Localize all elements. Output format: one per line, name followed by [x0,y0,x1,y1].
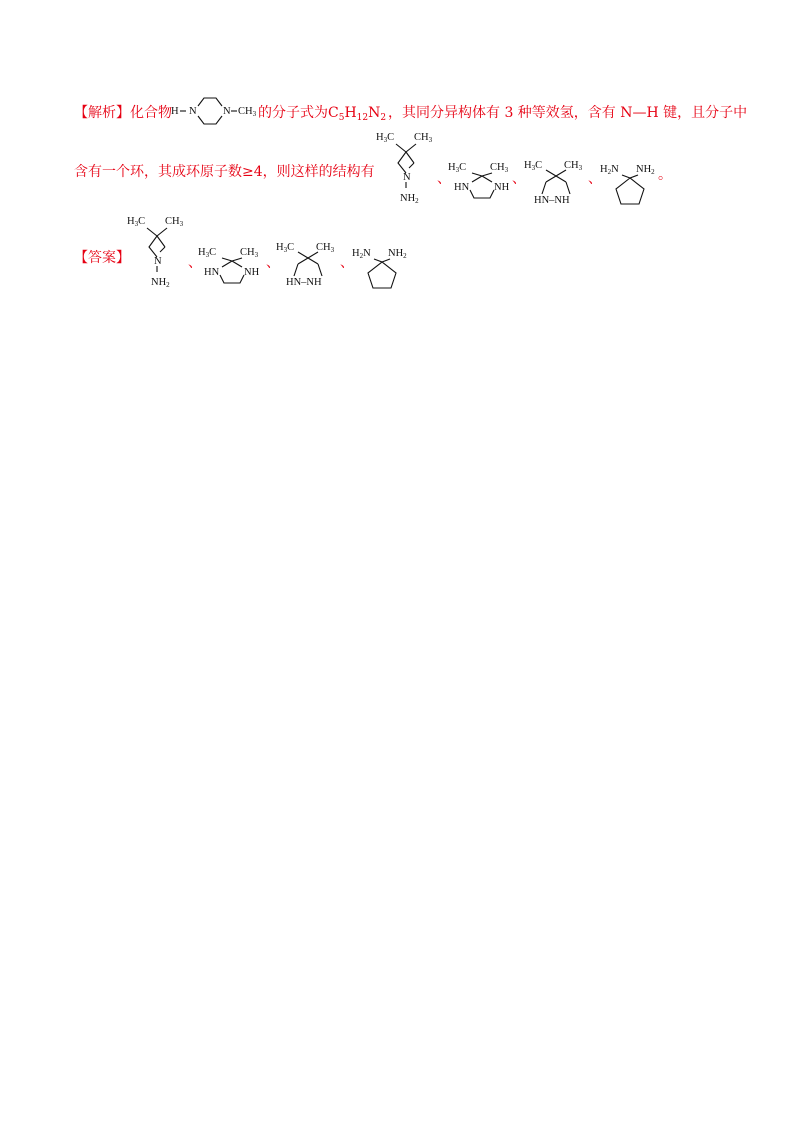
a3-hnnh: HN–NH [286,277,322,288]
analysis-formula [328,104,386,127]
a2-nh: NH [244,267,260,278]
answer-structure-3 [276,240,346,292]
a2-ch3: $CH_3$ [240,247,259,259]
piperazine-ch3 [238,106,256,120]
s1-nh2: $NH_2$ [400,193,419,205]
formula-h-n: 12 [356,113,369,123]
s1-n: N [403,172,411,183]
answer-sep-1: 、 [188,255,202,271]
piperazine-n1: N [189,106,197,117]
s3-ch3: $CH_3$ [564,160,583,172]
s3-h3c: $H_3C$ [524,160,543,172]
s2-nh: NH [494,182,510,193]
analysis-end: 。 [658,167,672,183]
s2-ch3: $CH_3$ [490,162,509,174]
analysis-sep-2: 、 [512,171,526,187]
analysis-label: 【解析】 [74,105,130,121]
a1-ch3: $CH_3$ [165,216,184,228]
s2-h3c: $H_3C$ [448,162,467,174]
analysis-structure-3 [524,158,594,210]
piperazine-ch3-text: CH [238,106,253,117]
s4-nh2: $NH_2$ [636,164,655,176]
s1-h3c: $H_3C$ [376,132,395,144]
answer-label: 【答案】 [74,250,130,266]
formula-h: H [344,105,357,121]
formula-c: C [328,105,339,121]
a2-hn: HN [204,267,220,278]
formula-n: N [368,105,381,121]
piperazine-ch3-sub: 3 [252,110,257,118]
s3-hnnh: HN–NH [534,195,570,206]
a1-nh2: $NH_2$ [151,277,170,289]
piperazine-h: H [171,106,179,117]
analysis-sep-3: 、 [588,171,602,187]
piperazine-n2: N [223,106,231,117]
formula-c-n: 5 [338,113,345,123]
analysis-text-1: 化合物 [130,105,172,121]
analysis-text-2: 的分子式为 [258,105,328,121]
analysis-sep-1: 、 [437,171,451,187]
s2-hn: HN [454,182,470,193]
a4-h2n: $H_2N$ [352,248,371,260]
a1-h3c: $H_3C$ [127,216,146,228]
a2-h3c: $H_3C$ [198,247,217,259]
piperazine-structure [170,94,258,128]
a3-h3c: $H_3C$ [276,242,295,254]
formula-n-n: 2 [380,113,387,123]
answer-structure-2 [198,243,273,289]
answer-structure-1 [125,214,195,294]
answer-sep-2: 、 [266,255,280,271]
analysis-structure-1 [376,130,446,210]
s4-h2n: $H_2N$ [600,164,619,176]
a3-ch3: $CH_3$ [316,242,335,254]
a1-n: N [154,256,162,267]
analysis-text-3: ，其同分异构体有 3 种等效氢，含有 N—H 键，且分子中 [388,105,748,121]
analysis-line-2: 含有一个环，其成环原子数≥4，则这样的结构有 [74,164,375,180]
answer-structure-4 [352,242,422,294]
s1-ch3: $CH_3$ [414,132,433,144]
a4-nh2: $NH_2$ [388,248,407,260]
answer-sep-3: 、 [340,255,354,271]
